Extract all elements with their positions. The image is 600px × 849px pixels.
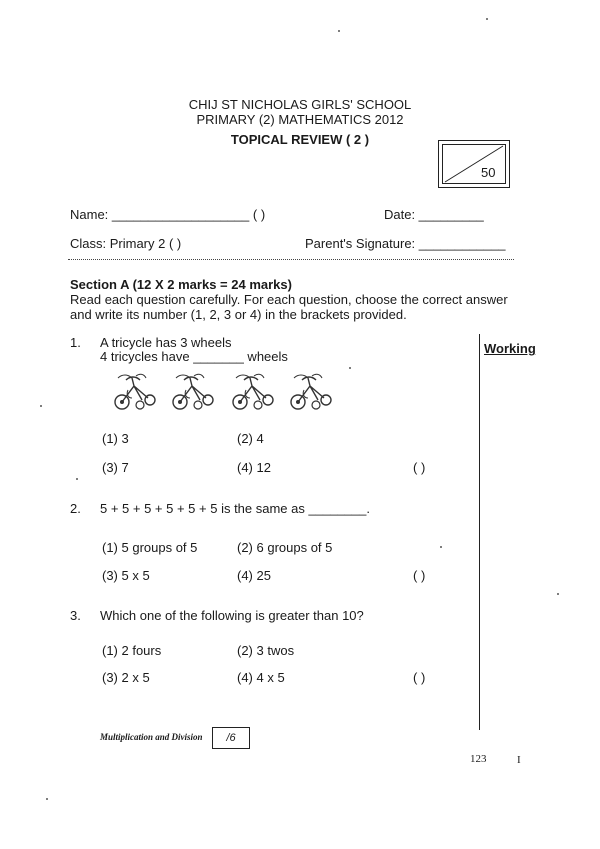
q1-option-1: (1) 3 — [102, 431, 129, 446]
footer-topic: Multiplication and Division — [100, 732, 203, 742]
review-title: TOPICAL REVIEW ( 2 ) — [230, 132, 370, 147]
score-slash-icon — [443, 145, 505, 183]
section-instruction-1: Read each question carefully. For each question, choose the correct answer — [70, 292, 508, 307]
q1-number: 1. — [70, 335, 81, 350]
scan-speck — [46, 798, 48, 800]
q1-option-2: (2) 4 — [237, 431, 264, 446]
q3-option-3: (3) 2 x 5 — [102, 670, 150, 685]
page-code: 123 — [470, 753, 487, 765]
q2-option-2: (2) 6 groups of 5 — [237, 540, 333, 555]
q3-answer-bracket: ( ) — [413, 670, 426, 685]
q1-answer-bracket: ( ) — [413, 460, 426, 475]
q2-number: 2. — [70, 501, 81, 516]
working-label: Working — [484, 341, 536, 356]
footer-score-box: /6 — [212, 727, 250, 749]
scan-speck — [557, 593, 559, 595]
working-divider — [479, 334, 480, 730]
signature-field: Parent's Signature: ____________ — [305, 236, 506, 251]
divider — [68, 259, 514, 260]
q3-number: 3. — [70, 608, 81, 623]
date-field: Date: _________ — [384, 207, 484, 222]
scan-speck — [440, 546, 442, 548]
tricycle-icon — [112, 372, 352, 414]
q1-option-4: (4) 12 — [237, 460, 271, 475]
section-instruction-2: and write its number (1, 2, 3 or 4) in the brackets provided. — [70, 307, 407, 322]
page-mark: I — [517, 754, 521, 766]
q1-option-3: (3) 7 — [102, 460, 129, 475]
q3-option-1: (1) 2 fours — [102, 643, 162, 658]
total-score-box — [438, 140, 510, 188]
scan-speck — [486, 18, 488, 20]
scan-speck — [40, 405, 42, 407]
q3-option-4: (4) 4 x 5 — [237, 670, 285, 685]
q2-line1: 5 + 5 + 5 + 5 + 5 + 5 is the same as ________. — [100, 501, 370, 516]
total-marks: 50 — [481, 165, 496, 180]
q2-answer-bracket: ( ) — [413, 568, 426, 583]
q3-line1: Which one of the following is greater than 10? — [100, 608, 364, 623]
q2-option-4: (4) 25 — [237, 568, 271, 583]
q3-option-2: (2) 3 twos — [237, 643, 295, 658]
section-title: Section A (12 X 2 marks = 24 marks) — [70, 277, 292, 292]
scan-speck — [349, 367, 351, 369]
class-field: Class: Primary 2 ( ) — [70, 236, 182, 251]
q2-option-1: (1) 5 groups of 5 — [102, 540, 198, 555]
q2-option-3: (3) 5 x 5 — [102, 568, 150, 583]
name-field: Name: ___________________ ( ) — [70, 207, 266, 222]
scan-speck — [76, 478, 78, 480]
scan-speck — [338, 30, 340, 32]
tricycles-illustration — [112, 372, 352, 419]
q1-line1: A tricycle has 3 wheels — [100, 335, 232, 350]
subject-title: PRIMARY (2) MATHEMATICS 2012 — [196, 112, 404, 127]
school-name: CHIJ ST NICHOLAS GIRLS' SCHOOL — [188, 97, 412, 112]
q1-line2: 4 tricycles have _______ wheels — [100, 349, 288, 364]
